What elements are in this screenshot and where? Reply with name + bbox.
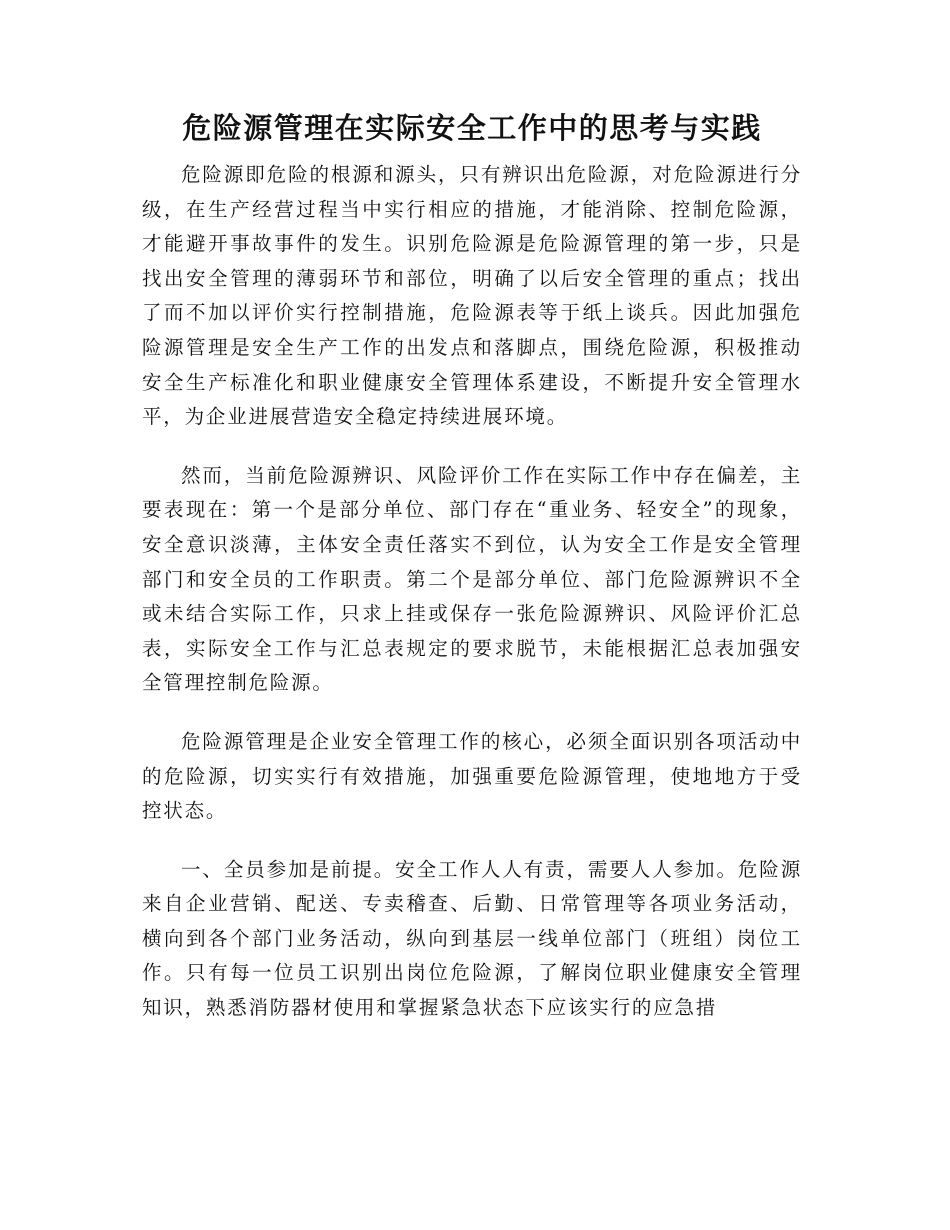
paragraph-problems: 然而，当前危险源辨识、风险评价工作在实际工作中存在偏差，主要表现在：第一个是部分单位、部门存在“重业务、轻安全”的现象，安全意识淡薄，主体安全责任落实不到位，认为安全工作是安全管理部门和安全员的工作职责。第二个是部分单位、部门危险源辨识不全或未结合实际工作，只求上挂或保存一张危险源辨识、风险评价汇总表，实际安全工作与汇总表规定的要求脱节，未能根据汇总表加强安全管理控制危险源。 bbox=[142, 463, 802, 695]
document-title: 危险源管理在实际安全工作中的思考与实践 bbox=[182, 111, 762, 145]
paragraph-core: 危险源管理是企业安全管理工作的核心，必须全面识别各项活动中的危险源，切实实行有效措施，加强重要危险源管理，使地地方于受控状态。 bbox=[142, 729, 802, 823]
paragraph-intro: 危险源即危险的根源和源头，只有辨识出危险源，对危险源进行分级，在生产经营过程当中实行相应的措施，才能消除、控制危险源，才能避开事故事件的发生。识别危险源是危险源管理的第一步，只是找出安全管理的薄弱环节和部位，明确了以后安全管理的重点；找出了而不加以评价实行控制措施，危险源表等于纸上谈兵。因此加强危险源管理是安全生产工作的出发点和落脚点，围绕危险源，积极推动安全生产标准化和职业健康安全管理体系建设，不断提升安全管理水平，为企业进展营造安全稳定持续进展环境。 bbox=[142, 163, 802, 429]
paragraph-section-one: 一、全员参加是前提。安全工作人人有责，需要人人参加。危险源来自企业营销、配送、专卖稽查、后勤、日常管理等各项业务活动，横向到各个部门业务活动，纵向到基层一线单位部门（班组）岗位工作。只有每一位员工识别出岗位危险源，了解岗位职业健康安全管理知识，熟悉消防器材使用和掌握紧急状态下应该实行的应急措 bbox=[142, 857, 802, 1020]
